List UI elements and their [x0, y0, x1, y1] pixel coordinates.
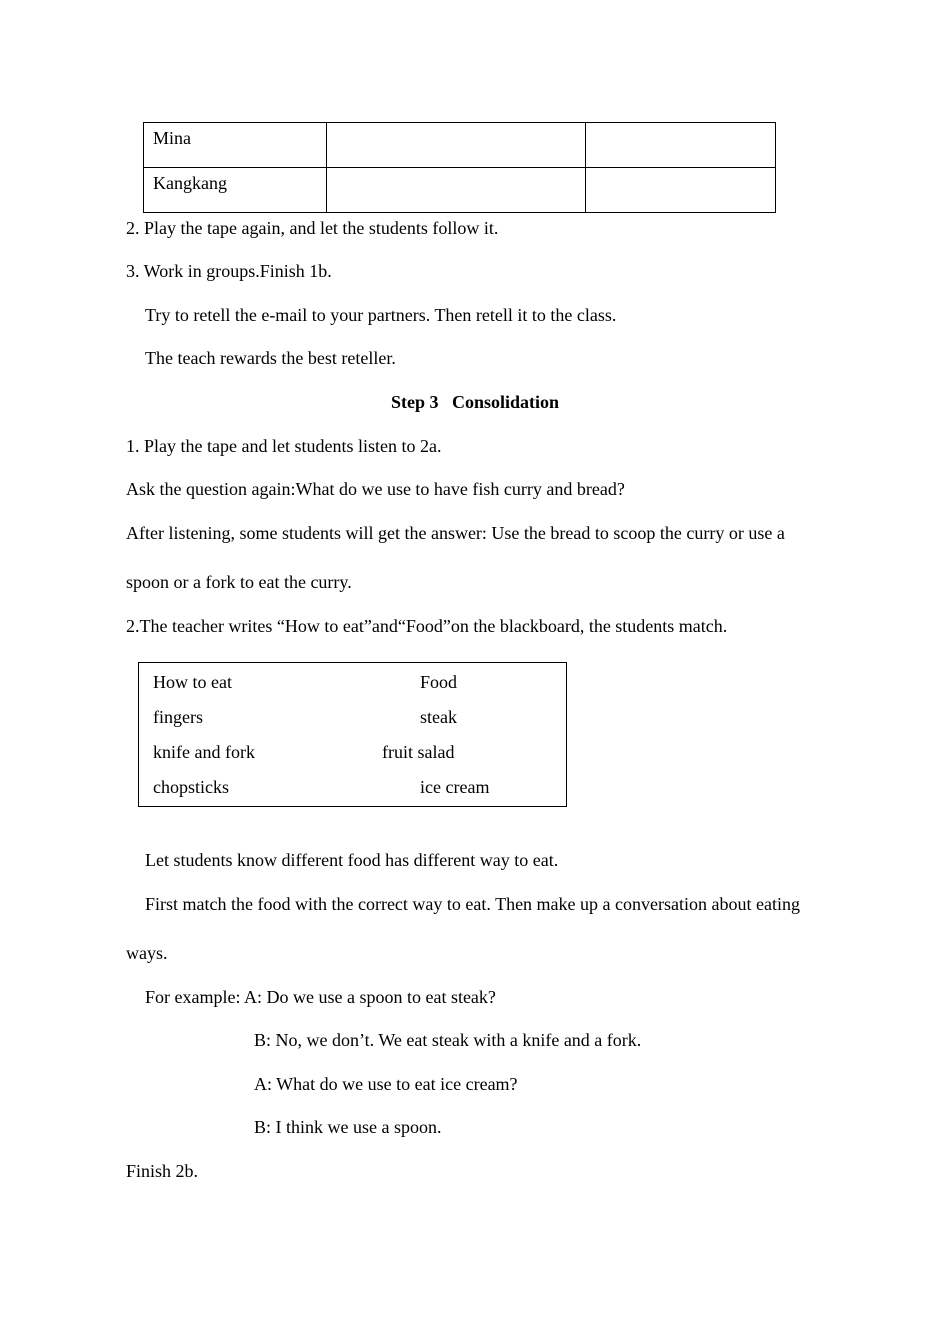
paragraph-answer-line2: spoon or a fork to eat the curry.: [126, 572, 352, 592]
example-line-4: B: I think we use a spoon.: [254, 1117, 442, 1137]
table-cell-name: Kangkang: [144, 168, 327, 213]
paragraph-answer-line1: After listening, some students will get the answer: Use the bread to scoop the curry or use a: [126, 523, 785, 543]
match-how: knife and fork: [153, 742, 255, 762]
table-cell: [586, 168, 776, 213]
paragraph-listen: 1. Play the tape and let students listen to 2a.: [126, 436, 442, 456]
student-table: [143, 122, 776, 213]
paragraph-reward: The teach rewards the best reteller.: [145, 348, 396, 368]
example-line-3: A: What do we use to eat ice cream?: [254, 1074, 518, 1094]
match-row: [139, 671, 566, 693]
match-row: [139, 706, 566, 728]
table-cell: [327, 168, 586, 213]
table-row: [144, 123, 776, 168]
match-food: fruit salad: [382, 742, 455, 762]
match-food: ice cream: [420, 777, 490, 797]
match-how-header: How to eat: [153, 672, 232, 692]
match-row: [139, 741, 566, 763]
paragraph-match-instruction: 2.The teacher writes “How to eat”and“Food”on the blackboard, the students match.: [126, 616, 728, 636]
match-how: chopsticks: [153, 777, 229, 797]
match-food-header: Food: [420, 672, 458, 692]
paragraph-retell: Try to retell the e-mail to your partners. Then retell it to the class.: [145, 305, 617, 325]
paragraph-conversation-line2: ways.: [126, 943, 168, 963]
paragraph-conversation-line1: First match the food with the correct way to eat. Then make up a conversation about eating: [145, 894, 800, 914]
paragraph-step-2: 2. Play the tape again, and let the students follow it.: [126, 218, 499, 238]
paragraph-different-food: Let students know different food has different way to eat.: [145, 850, 559, 870]
paragraph-finish: Finish 2b.: [126, 1161, 199, 1181]
example-line-2: B: No, we don’t. We eat steak with a knife and a fork.: [254, 1030, 642, 1050]
section-heading: Step 3 Consolidation: [390, 392, 560, 412]
table-row: [144, 168, 776, 213]
table-cell-name: Mina: [144, 123, 327, 168]
match-row: [139, 776, 566, 798]
match-box: [138, 662, 567, 807]
match-food: steak: [420, 707, 457, 727]
example-line-1: For example: A: Do we use a spoon to eat steak?: [145, 987, 496, 1007]
table-cell: [327, 123, 586, 168]
paragraph-question: Ask the question again:What do we use to have fish curry and bread?: [126, 479, 625, 499]
match-how: fingers: [153, 707, 203, 727]
paragraph-step-3: 3. Work in groups.Finish 1b.: [126, 261, 332, 281]
table-cell: [586, 123, 776, 168]
